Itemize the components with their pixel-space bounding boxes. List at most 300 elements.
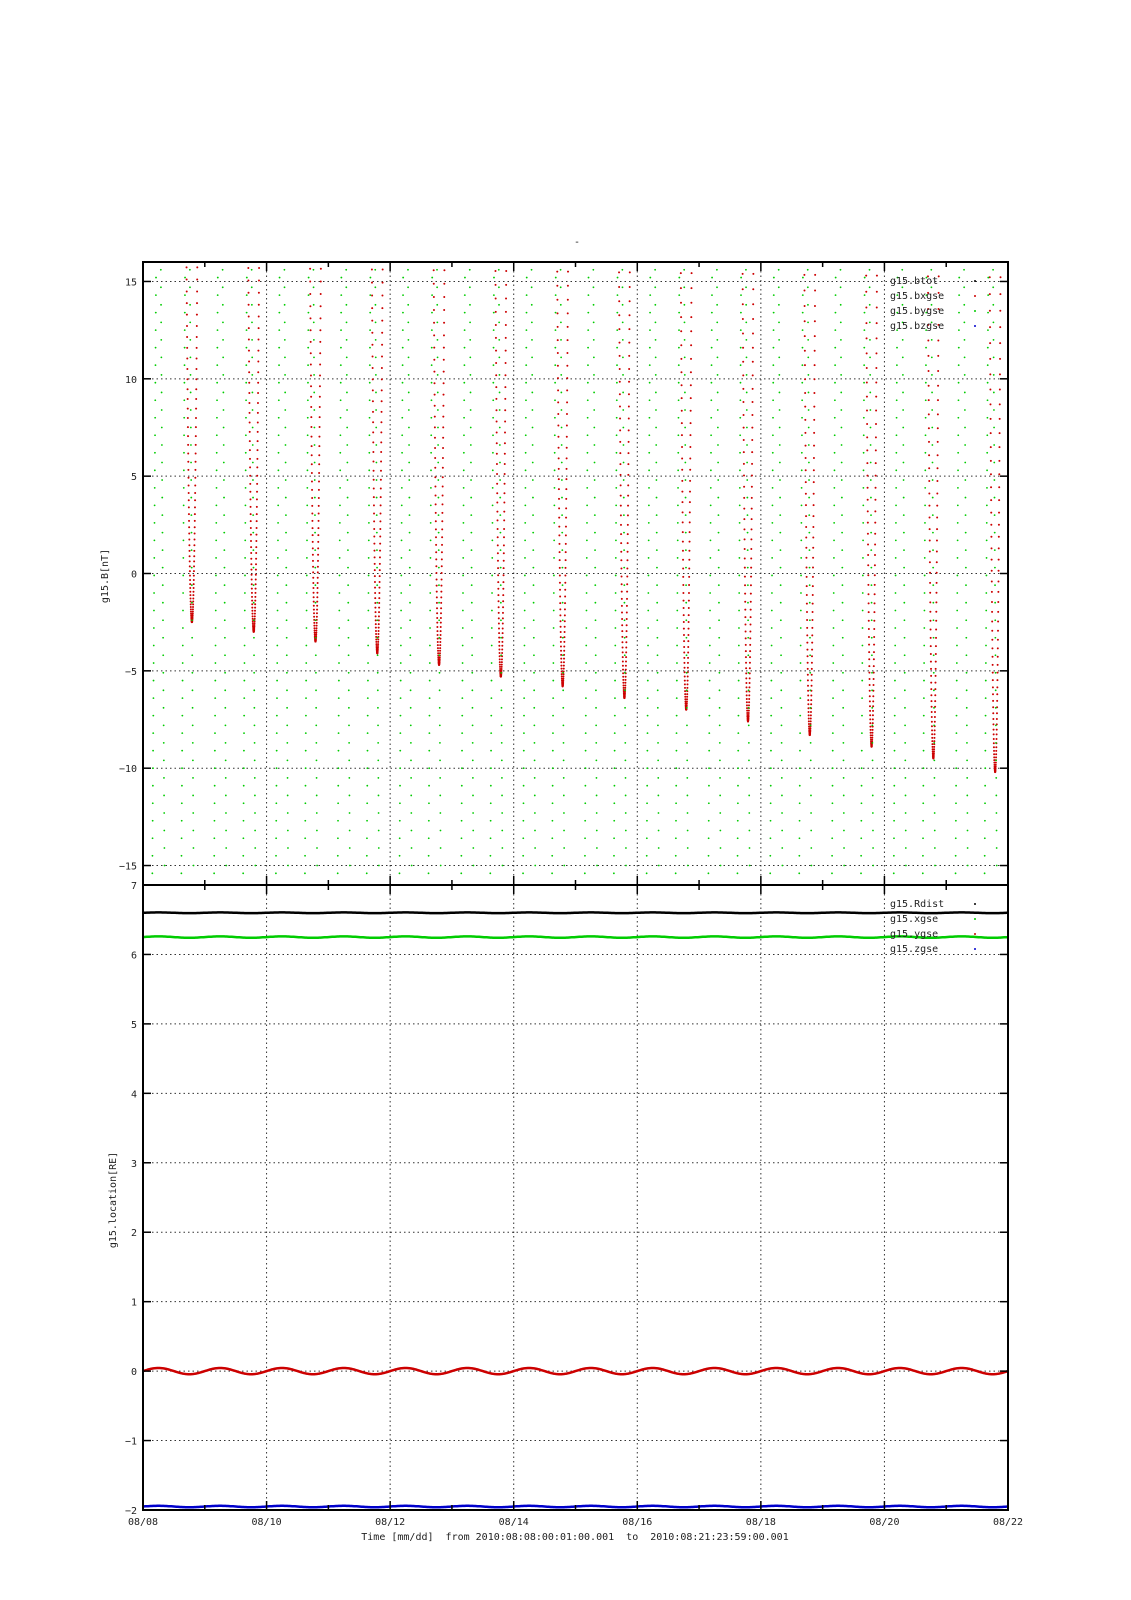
bxgse-point xyxy=(999,326,1001,328)
bygse-point xyxy=(594,497,596,499)
bygse-point xyxy=(746,427,748,429)
bxgse-point xyxy=(993,733,995,735)
bygse-point xyxy=(286,619,288,621)
bygse-point xyxy=(904,654,906,656)
bxgse-point xyxy=(505,350,507,352)
bygse-point xyxy=(655,462,657,464)
bygse-point xyxy=(646,750,648,752)
bygse-point xyxy=(771,627,773,629)
bygse-point xyxy=(214,802,216,804)
bxgse-point xyxy=(186,266,188,268)
bygse-point xyxy=(160,339,162,341)
bxgse-point xyxy=(380,461,382,463)
bxgse-point xyxy=(499,652,501,654)
bygse-point xyxy=(996,812,998,814)
bygse-point xyxy=(896,364,898,366)
bygse-point xyxy=(366,802,368,804)
bygse-point xyxy=(278,329,280,331)
bxgse-point xyxy=(620,495,622,497)
bygse-point xyxy=(277,522,279,524)
bygse-point xyxy=(315,742,317,744)
bygse-point xyxy=(367,645,369,647)
bxgse-point xyxy=(380,441,382,443)
bxgse-point xyxy=(250,540,252,542)
bygse-point xyxy=(525,452,527,454)
bygse-point xyxy=(614,715,616,717)
bxgse-point xyxy=(256,527,258,529)
bygse-point xyxy=(810,724,812,726)
bygse-point xyxy=(460,872,462,874)
bygse-point xyxy=(719,812,721,814)
bygse-point xyxy=(499,497,501,499)
bygse-point xyxy=(956,732,958,734)
bygse-point xyxy=(375,392,377,394)
bygse-point xyxy=(933,742,935,744)
bxgse-point xyxy=(867,574,869,576)
bygse-point xyxy=(182,592,184,594)
bygse-point xyxy=(770,767,772,769)
bxgse-point xyxy=(683,628,685,630)
bygse-point xyxy=(624,742,626,744)
bygse-point xyxy=(492,452,494,454)
legend-entry-label: g15.bzgse xyxy=(890,321,945,332)
bygse-point xyxy=(986,575,988,577)
bygse-point xyxy=(893,872,895,874)
bxgse-point xyxy=(682,550,684,552)
bxgse-point xyxy=(436,591,438,593)
bygse-point xyxy=(771,540,773,542)
bygse-point xyxy=(808,444,810,446)
legend-entry-marker xyxy=(974,325,976,327)
bygse-point xyxy=(438,602,440,604)
bygse-point xyxy=(624,602,626,604)
bxgse-point xyxy=(256,491,258,493)
bygse-point xyxy=(533,602,535,604)
bxgse-point xyxy=(689,511,691,513)
bygse-point xyxy=(801,417,803,419)
bxgse-point xyxy=(930,688,932,690)
bygse-point xyxy=(987,329,989,331)
bygse-point xyxy=(678,399,680,401)
bxgse-point xyxy=(496,463,498,465)
bygse-point xyxy=(339,504,341,506)
bxgse-point xyxy=(193,550,195,552)
bygse-point xyxy=(593,304,595,306)
bygse-point xyxy=(748,707,750,709)
bygse-point xyxy=(224,619,226,621)
bxgse-point xyxy=(750,616,752,618)
bygse-point xyxy=(189,269,191,271)
bygse-point xyxy=(163,742,165,744)
bxgse-point xyxy=(813,419,815,421)
bxgse-point xyxy=(558,534,560,536)
bxgse-point xyxy=(937,385,939,387)
bxgse-point xyxy=(377,643,379,645)
bxgse-point xyxy=(316,605,318,607)
bxgse-point xyxy=(316,609,318,611)
bxgse-point xyxy=(439,644,441,646)
bygse-point xyxy=(400,575,402,577)
bxgse-point xyxy=(868,658,870,660)
bxgse-point xyxy=(505,270,507,272)
bxgse-point xyxy=(566,457,568,459)
bygse-point xyxy=(277,557,279,559)
bxgse-point xyxy=(497,519,499,521)
bygse-point xyxy=(862,522,864,524)
bygse-point xyxy=(531,392,533,394)
bxgse-point xyxy=(681,434,683,436)
bxgse-point xyxy=(313,622,315,624)
bxgse-point xyxy=(993,746,995,748)
bygse-point xyxy=(160,356,162,358)
bygse-point xyxy=(802,294,804,296)
bxgse-point xyxy=(749,667,751,669)
bygse-point xyxy=(181,820,183,822)
bygse-point xyxy=(833,487,835,489)
bygse-point xyxy=(934,812,936,814)
bygse-point xyxy=(493,347,495,349)
bygse-point xyxy=(376,462,378,464)
bxgse-point xyxy=(566,425,568,427)
bygse-point xyxy=(563,795,565,797)
bygse-point xyxy=(501,724,503,726)
bygse-point xyxy=(313,286,315,288)
bygse-point xyxy=(802,347,804,349)
bygse-point xyxy=(771,575,773,577)
bxgse-point xyxy=(806,594,808,596)
bxgse-point xyxy=(874,554,876,556)
bxgse-point xyxy=(318,505,320,507)
bygse-point xyxy=(375,356,377,358)
bxgse-point xyxy=(873,620,875,622)
bxgse-point xyxy=(503,560,505,562)
bygse-point xyxy=(440,830,442,832)
bxgse-point xyxy=(992,723,994,725)
bygse-point xyxy=(985,610,987,612)
bygse-point xyxy=(993,374,995,376)
bygse-point xyxy=(348,724,350,726)
bxgse-point xyxy=(250,546,252,548)
bxgse-point xyxy=(249,422,251,424)
bygse-point xyxy=(307,469,309,471)
bxgse-point xyxy=(374,569,376,571)
bxgse-point xyxy=(373,520,375,522)
bxgse-point xyxy=(373,479,375,481)
bygse-point xyxy=(307,382,309,384)
bygse-point xyxy=(340,417,342,419)
bygse-point xyxy=(305,750,307,752)
bxgse-point xyxy=(567,271,569,273)
bygse-point xyxy=(469,321,471,323)
bygse-point xyxy=(924,540,926,542)
bxgse-point xyxy=(996,686,998,688)
bygse-point xyxy=(708,767,710,769)
bygse-point xyxy=(184,312,186,314)
bygse-point xyxy=(368,575,370,577)
bygse-point xyxy=(932,567,934,569)
bygse-point xyxy=(840,339,842,341)
bxgse-point xyxy=(690,316,692,318)
bygse-point xyxy=(934,777,936,779)
bxgse-point xyxy=(316,592,318,594)
bxgse-point xyxy=(377,645,379,647)
bygse-point xyxy=(462,610,464,612)
bygse-point xyxy=(809,567,811,569)
bxgse-point xyxy=(682,567,684,569)
bxgse-point xyxy=(318,489,320,491)
bygse-point xyxy=(153,697,155,699)
bygse-point xyxy=(534,742,536,744)
bxgse-point xyxy=(936,582,938,584)
bxgse-point xyxy=(749,637,751,639)
bxgse-point xyxy=(874,510,876,512)
bygse-point xyxy=(622,374,624,376)
bxgse-point xyxy=(501,658,503,660)
bxgse-point xyxy=(928,385,930,387)
bygse-point xyxy=(223,497,225,499)
bygse-point xyxy=(656,479,658,481)
bxgse-point xyxy=(434,405,436,407)
bygse-point xyxy=(469,286,471,288)
bygse-point xyxy=(810,812,812,814)
bygse-point xyxy=(555,277,557,279)
bxgse-point xyxy=(434,486,436,488)
bygse-point xyxy=(832,680,834,682)
bygse-point xyxy=(964,339,966,341)
bygse-point xyxy=(410,812,412,814)
bygse-point xyxy=(895,469,897,471)
bxgse-point xyxy=(251,574,253,576)
bygse-point xyxy=(800,662,802,664)
bxgse-point xyxy=(251,603,253,605)
bxgse-point xyxy=(991,647,993,649)
bxgse-point xyxy=(937,427,939,429)
bygse-point xyxy=(470,374,472,376)
bygse-point xyxy=(339,592,341,594)
bxgse-point xyxy=(556,299,558,301)
bygse-point xyxy=(377,742,379,744)
bxgse-point xyxy=(564,589,566,591)
bygse-point xyxy=(586,575,588,577)
bygse-point xyxy=(770,837,772,839)
bxgse-point xyxy=(194,469,196,471)
bygse-point xyxy=(986,452,988,454)
panel-location-ticks xyxy=(143,885,1008,1510)
bxgse-point xyxy=(689,521,691,523)
bygse-point xyxy=(745,269,747,271)
bxgse-point xyxy=(868,651,870,653)
bxgse-point xyxy=(935,668,937,670)
bygse-point xyxy=(225,812,227,814)
bxgse-point xyxy=(996,679,998,681)
bxgse-point xyxy=(257,431,259,433)
bygse-point xyxy=(986,469,988,471)
bygse-point xyxy=(717,356,719,358)
bygse-point xyxy=(718,549,720,551)
bxgse-point xyxy=(998,559,1000,561)
bygse-point xyxy=(409,567,411,569)
bygse-point xyxy=(595,637,597,639)
bxgse-point xyxy=(435,512,437,514)
bygse-point xyxy=(903,532,905,534)
bygse-point xyxy=(596,830,598,832)
bygse-point xyxy=(338,750,340,752)
bygse-point xyxy=(428,872,430,874)
bygse-point xyxy=(473,865,475,867)
bxgse-point xyxy=(434,476,436,478)
bygse-point xyxy=(472,760,474,762)
bxgse-point xyxy=(495,337,497,339)
bxgse-point xyxy=(497,528,499,530)
bygse-point xyxy=(161,374,163,376)
bxgse-point xyxy=(318,454,320,456)
bygse-point xyxy=(337,872,339,874)
bygse-point xyxy=(614,750,616,752)
bxgse-point xyxy=(684,693,686,695)
bxgse-point xyxy=(803,290,805,292)
bxgse-point xyxy=(497,536,499,538)
series-line-g15-Rdist xyxy=(143,912,1008,913)
bxgse-point xyxy=(316,601,318,603)
bygse-point xyxy=(245,382,247,384)
bxgse-point xyxy=(378,592,380,594)
bygse-point xyxy=(772,434,774,436)
bygse-point xyxy=(437,409,439,411)
bygse-point xyxy=(440,865,442,867)
page-title: - xyxy=(573,237,581,248)
bygse-point xyxy=(686,672,688,674)
bygse-point xyxy=(987,417,989,419)
bxgse-point xyxy=(433,309,435,311)
bygse-point xyxy=(647,697,649,699)
bygse-point xyxy=(861,785,863,787)
bxgse-point xyxy=(867,554,869,556)
bxgse-point xyxy=(318,463,320,465)
bxgse-point xyxy=(745,682,747,684)
bxgse-point xyxy=(372,400,374,402)
bygse-point xyxy=(190,392,192,394)
bygse-point xyxy=(367,662,369,664)
bygse-point xyxy=(216,452,218,454)
bxgse-point xyxy=(565,507,567,509)
bygse-point xyxy=(861,715,863,717)
bxgse-point xyxy=(814,350,816,352)
bygse-point xyxy=(553,627,555,629)
bygse-point xyxy=(647,645,649,647)
bygse-point xyxy=(772,364,774,366)
bygse-point xyxy=(711,347,713,349)
bxgse-point xyxy=(751,518,753,520)
bygse-point xyxy=(183,417,185,419)
bxgse-point xyxy=(806,642,808,644)
bxgse-point xyxy=(503,511,505,513)
bygse-point xyxy=(995,742,997,744)
bygse-point xyxy=(314,514,316,516)
bxgse-point xyxy=(930,645,932,647)
bygse-point xyxy=(710,469,712,471)
bygse-point xyxy=(315,602,317,604)
bxgse-point xyxy=(375,633,377,635)
bxgse-point xyxy=(255,569,257,571)
bxgse-point xyxy=(443,269,445,271)
bxgse-point xyxy=(992,679,994,681)
bxgse-point xyxy=(312,547,314,549)
bxgse-point xyxy=(743,518,745,520)
bxgse-point xyxy=(309,280,311,282)
bygse-point xyxy=(834,382,836,384)
bxgse-point xyxy=(194,506,196,508)
bxgse-point xyxy=(310,363,312,365)
bxgse-point xyxy=(192,613,194,615)
bxgse-point xyxy=(435,565,437,567)
bxgse-point xyxy=(560,661,562,663)
bygse-point xyxy=(152,715,154,717)
bygse-point xyxy=(304,820,306,822)
bygse-point xyxy=(307,452,309,454)
bygse-point xyxy=(552,820,554,822)
bxgse-point xyxy=(804,419,806,421)
bygse-point xyxy=(616,417,618,419)
bxgse-point xyxy=(441,528,443,530)
bxgse-point xyxy=(803,274,805,276)
bxgse-point xyxy=(557,339,559,341)
bygse-point xyxy=(800,627,802,629)
bygse-point xyxy=(181,767,183,769)
bxgse-point xyxy=(689,446,691,448)
bxgse-point xyxy=(806,585,808,587)
bygse-point xyxy=(181,750,183,752)
bxgse-point xyxy=(626,575,628,577)
bxgse-point xyxy=(188,485,190,487)
bygse-point xyxy=(684,321,686,323)
bygse-point xyxy=(903,462,905,464)
bxgse-point xyxy=(813,504,815,506)
bygse-point xyxy=(153,610,155,612)
bxgse-point xyxy=(565,543,567,545)
bygse-point xyxy=(561,514,563,516)
bxgse-point xyxy=(812,576,814,578)
bxgse-point xyxy=(192,591,194,593)
bygse-point xyxy=(770,732,772,734)
bxgse-point xyxy=(194,538,196,540)
bxgse-point xyxy=(688,621,690,623)
bxgse-point xyxy=(750,538,752,540)
bygse-point xyxy=(622,356,624,358)
bxgse-point xyxy=(810,703,812,705)
bygse-point xyxy=(401,452,403,454)
bygse-point xyxy=(316,760,318,762)
bxgse-point xyxy=(316,596,318,598)
bxgse-point xyxy=(804,406,806,408)
bygse-point xyxy=(747,619,749,621)
bygse-point xyxy=(770,750,772,752)
bygse-point xyxy=(987,312,989,314)
bygse-point xyxy=(471,584,473,586)
bygse-point xyxy=(965,549,967,551)
bygse-point xyxy=(313,269,315,271)
bygse-point xyxy=(369,417,371,419)
bygse-point xyxy=(809,584,811,586)
bxgse-point xyxy=(934,721,936,723)
bxgse-point xyxy=(992,706,994,708)
bygse-point xyxy=(192,689,194,691)
bygse-point xyxy=(717,409,719,411)
bxgse-point xyxy=(930,682,932,684)
bxgse-point xyxy=(318,436,320,438)
bygse-point xyxy=(593,356,595,358)
bygse-point xyxy=(375,409,377,411)
bygse-point xyxy=(993,427,995,429)
